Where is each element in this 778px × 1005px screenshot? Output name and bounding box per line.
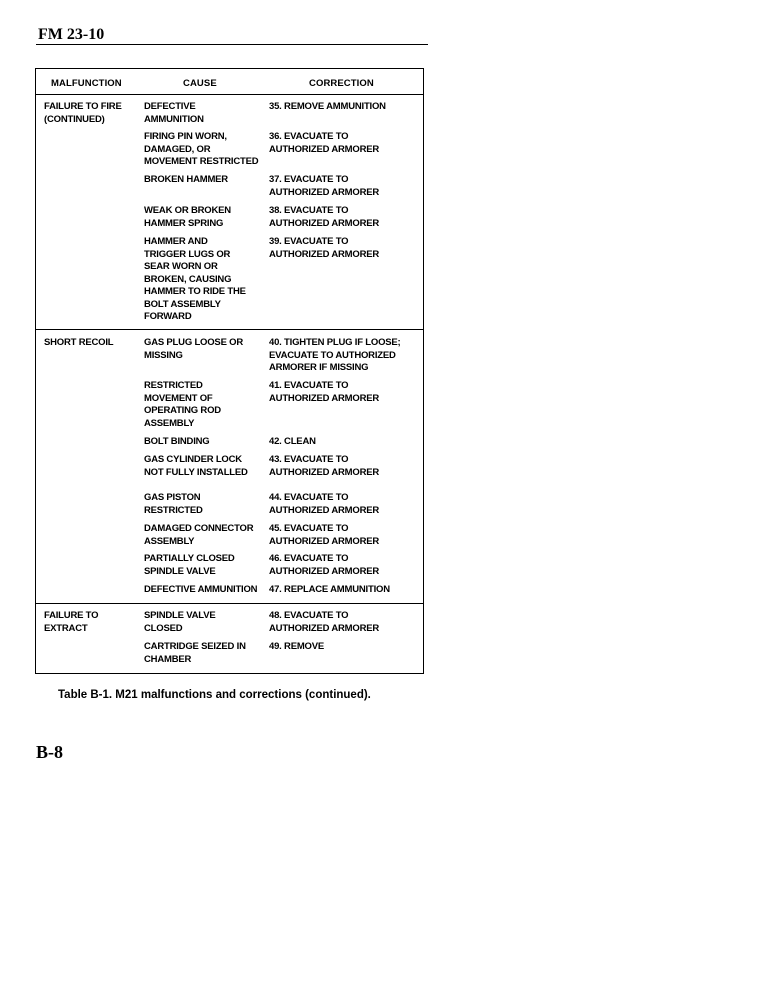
column-header-malfunction: MALFUNCTION: [51, 78, 122, 89]
cause-cell: SPINDLE VALVE CLOSED: [144, 610, 216, 634]
cause-cell: RESTRICTED MOVEMENT OF OPERATING ROD ASSEMBLY: [144, 380, 221, 429]
table-header-row: [36, 69, 423, 95]
correction-cell: 40. TIGHTEN PLUG IF LOOSE; EVACUATE TO AUTHORIZED ARMORER IF MISSING: [269, 337, 401, 373]
cause-cell: HAMMER AND TRIGGER LUGS OR SEAR WORN OR BROKEN, CAUSING HAMMER TO RIDE THE BOLT ASSEMBLY FORWARD: [144, 236, 246, 322]
column-header-correction: CORRECTION: [309, 78, 374, 89]
page-number: B-8: [36, 742, 63, 762]
cause-cell: PARTIALLY CLOSED SPINDLE VALVE: [144, 553, 235, 577]
correction-cell: 44. EVACUATE TO AUTHORIZED ARMORER: [269, 492, 380, 516]
correction-cell: 35. REMOVE AMMUNITION: [269, 101, 386, 112]
cause-cell: DEFECTIVE AMMUNITION: [144, 584, 258, 595]
cause-cell: CARTRIDGE SEIZED IN CHAMBER: [144, 641, 246, 665]
correction-cell: 48. EVACUATE TO AUTHORIZED ARMORER: [269, 610, 380, 634]
cause-cell: GAS PISTON RESTRICTED: [144, 492, 203, 516]
column-header-cause: CAUSE: [183, 78, 217, 89]
group-separator: [36, 603, 423, 604]
correction-cell: 37. EVACUATE TO AUTHORIZED ARMORER: [269, 174, 380, 198]
correction-cell: 38. EVACUATE TO AUTHORIZED ARMORER: [269, 205, 380, 229]
cause-cell: GAS CYLINDER LOCK NOT FULLY INSTALLED: [144, 454, 248, 478]
cause-cell: GAS PLUG LOOSE OR MISSING: [144, 337, 243, 361]
cause-cell: FIRING PIN WORN, DAMAGED, OR MOVEMENT RESTRICTED: [144, 131, 259, 167]
correction-cell: 42. CLEAN: [269, 436, 316, 447]
cause-cell: BROKEN HAMMER: [144, 174, 228, 185]
table-caption: Table B-1. M21 malfunctions and corrections (continued).: [58, 689, 371, 701]
correction-cell: 45. EVACUATE TO AUTHORIZED ARMORER: [269, 523, 380, 547]
malfunction-short-recoil: SHORT RECOIL: [44, 337, 114, 348]
correction-cell: 36. EVACUATE TO AUTHORIZED ARMORER: [269, 131, 380, 155]
running-header: FM 23-10: [38, 26, 105, 43]
correction-cell: 41. EVACUATE TO AUTHORIZED ARMORER: [269, 380, 380, 404]
correction-cell: 39. EVACUATE TO AUTHORIZED ARMORER: [269, 236, 380, 260]
correction-cell: 49. REMOVE: [269, 641, 325, 652]
cause-cell: DEFECTIVE AMMUNITION: [144, 101, 204, 125]
cause-cell: WEAK OR BROKEN HAMMER SPRING: [144, 205, 231, 229]
header-rule: [36, 44, 428, 45]
cause-cell: BOLT BINDING: [144, 436, 210, 447]
malfunction-table: [35, 68, 424, 674]
correction-cell: 43. EVACUATE TO AUTHORIZED ARMORER: [269, 454, 380, 478]
correction-cell: 46. EVACUATE TO AUTHORIZED ARMORER: [269, 553, 380, 577]
cause-cell: DAMAGED CONNECTOR ASSEMBLY: [144, 523, 254, 547]
malfunction-failure-to-extract: FAILURE TO EXTRACT: [44, 610, 99, 634]
malfunction-failure-to-fire: FAILURE TO FIRE (CONTINUED): [44, 101, 122, 125]
correction-cell: 47. REPLACE AMMUNITION: [269, 584, 390, 595]
group-separator: [36, 329, 423, 330]
